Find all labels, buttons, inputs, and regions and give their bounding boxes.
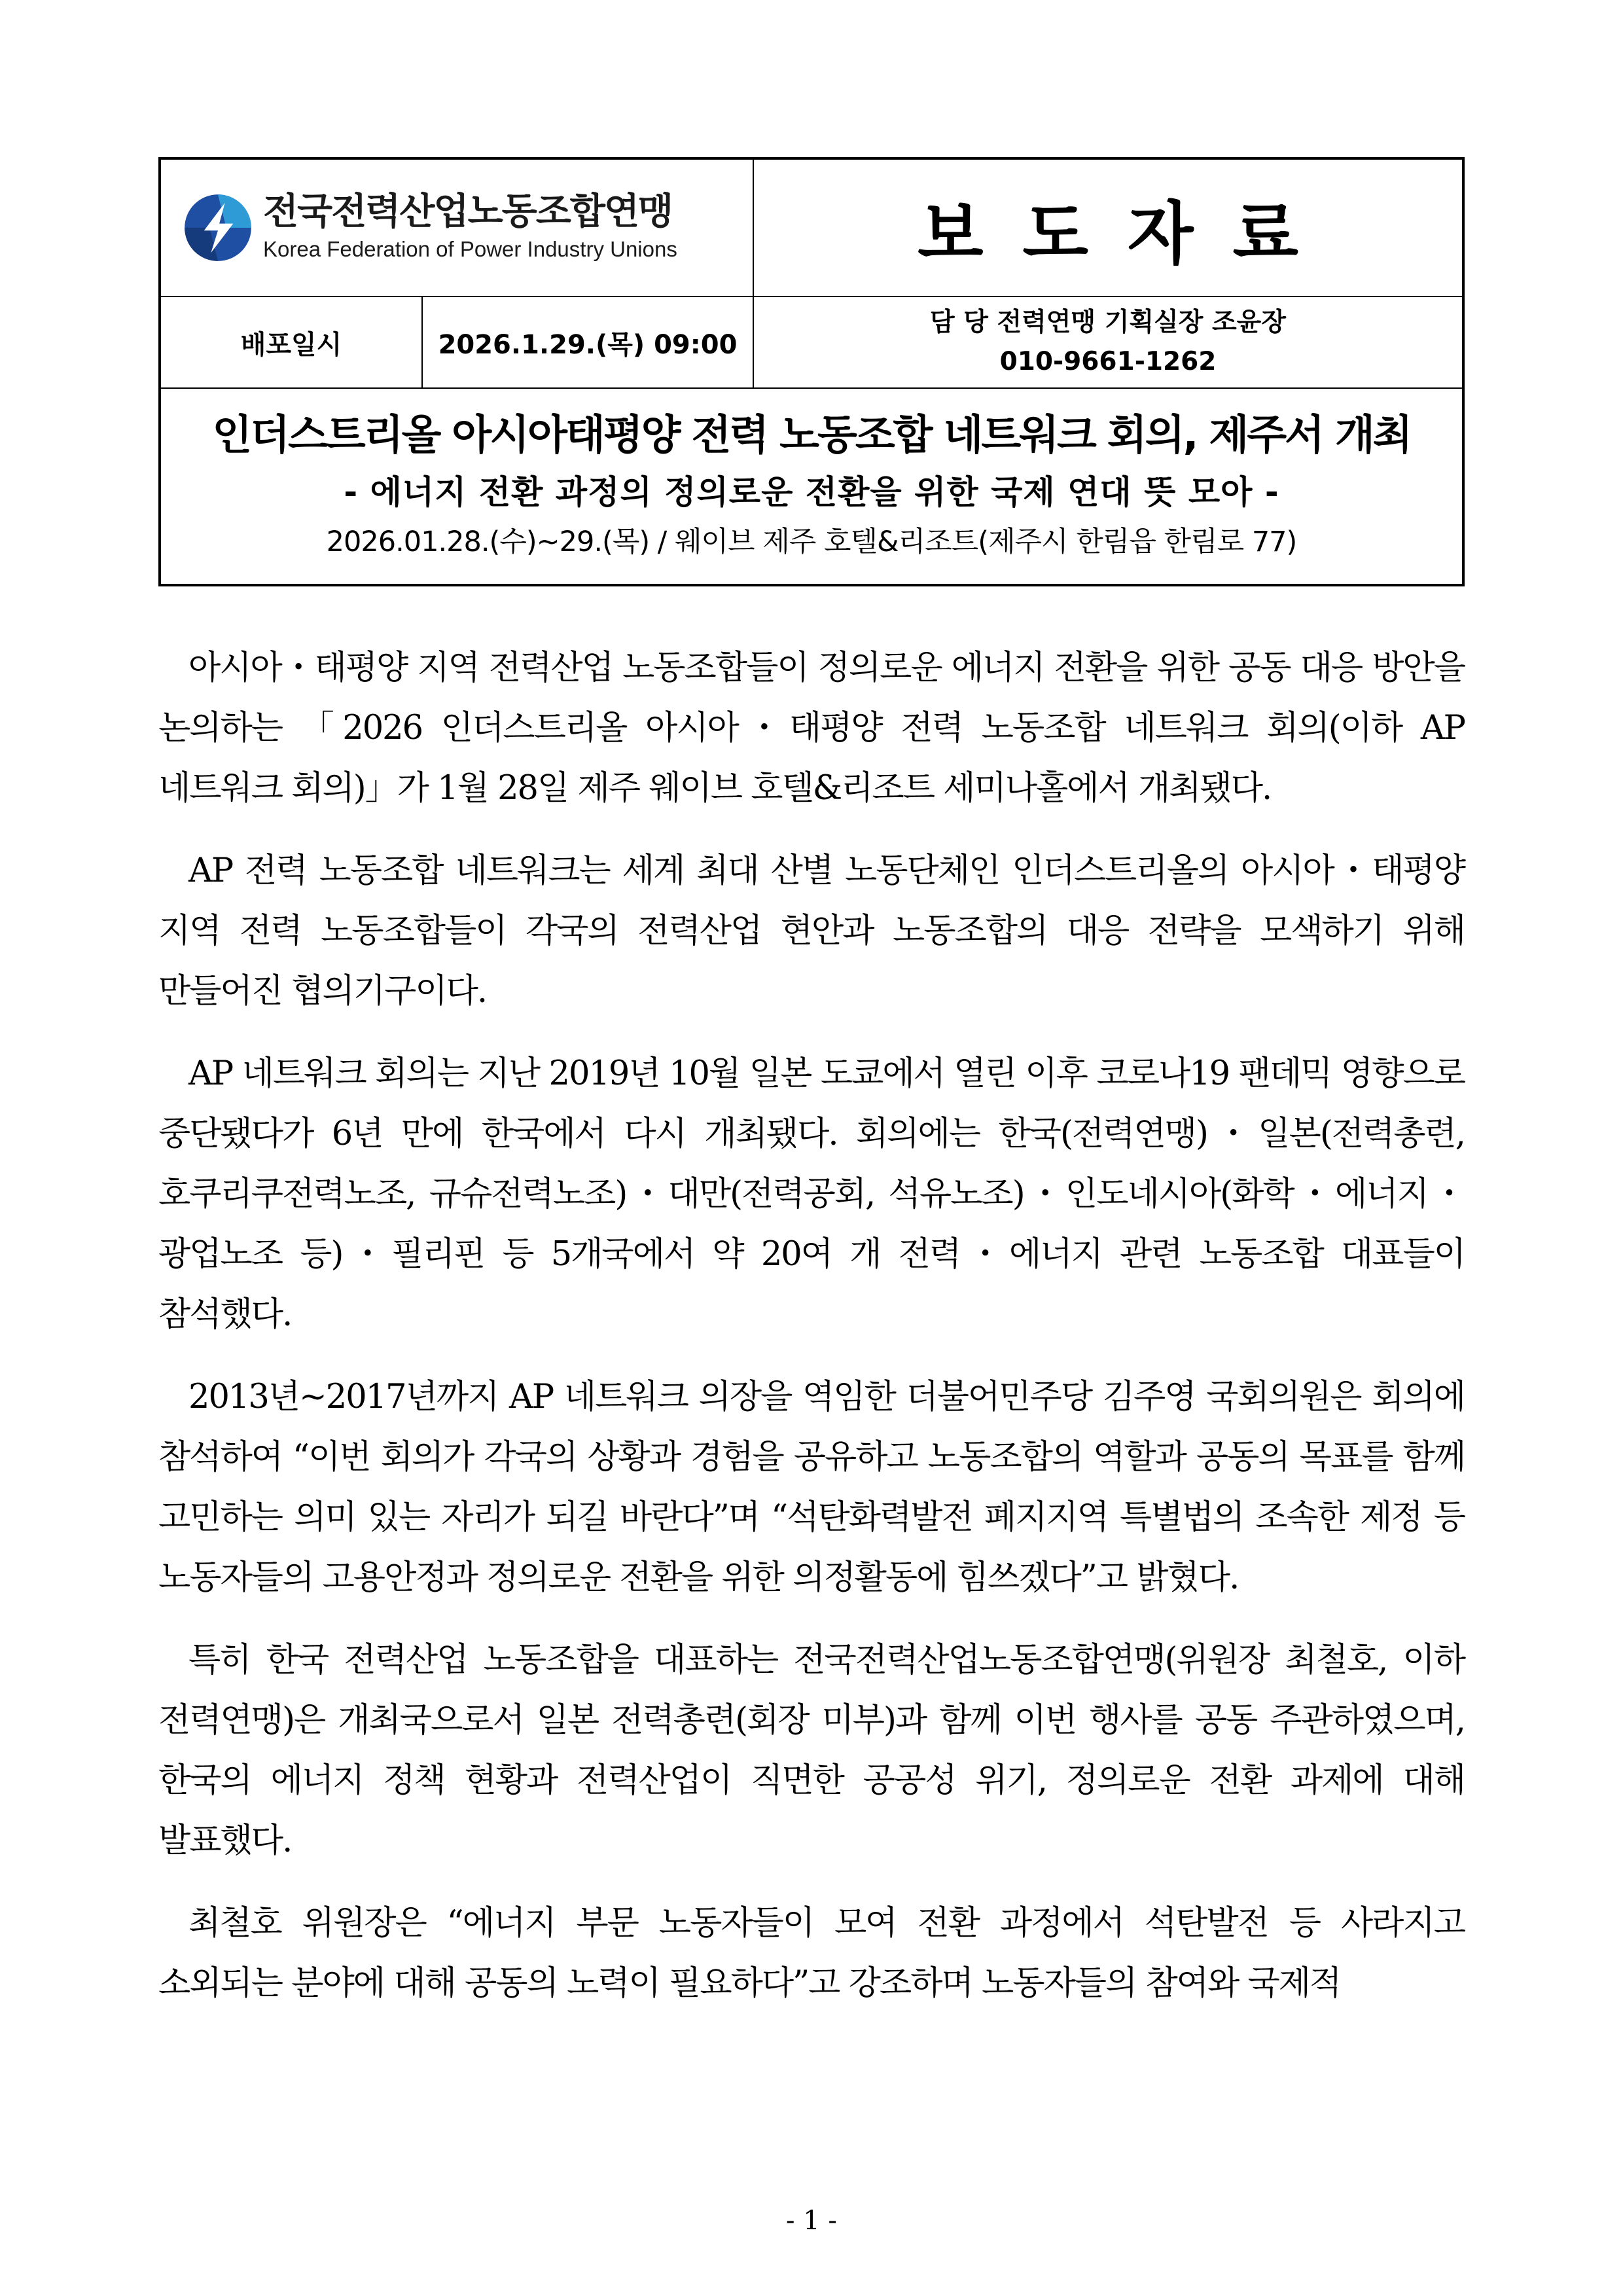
header-top-row bbox=[161, 160, 1462, 297]
subheadline: - 에너지 전환 과정의 정의로운 전환을 위한 국제 연대 뜻 모아 - bbox=[344, 473, 1279, 511]
organization-logo-block bbox=[161, 160, 754, 296]
organization-name-english: Korea Federation of Power Industry Unions bbox=[263, 237, 677, 262]
press-release-header bbox=[158, 157, 1465, 586]
release-date-label-cell bbox=[161, 297, 423, 387]
body-paragraph: 특히 한국 전력산업 노동조합을 대표하는 전국전력산업노동조합연맹(위원장 최철호, 이하 전력연맹)은 개최국으로서 일본 전력총련(회장 미부)과 함께 이번 행사를 공동 주관하였으며, 한국의 에너지 정책 현황과 전력산업이 직면한 공공성 위기, 정의로운 전환 과제에 대해 발표했다. bbox=[158, 1641, 1465, 1860]
headline-block bbox=[161, 389, 1462, 584]
body-paragraph: AP 전력 노동조합 네트워크는 세계 최대 산별 노동단체인 인더스트리올의 아시아・태평양 지역 전력 노동조합들이 각국의 전력산업 현안과 노동조합의 대응 전략을 모색하기 위해 만들어진 협의기구이다. bbox=[158, 852, 1465, 1011]
release-date-label: 배포일시 bbox=[240, 329, 342, 360]
body-paragraph: 아시아・태평양 지역 전력산업 노동조합들이 정의로운 에너지 전환을 위한 공동 대응 방안을 논의하는 「2026 인더스트리올 아시아・태평양 전력 노동조합 네트워크 회의(이하 AP 네트워크 회의)」가 1월 28일 제주 웨이브 호텔&리조트 세미나홀에서 개최됐다. bbox=[158, 649, 1465, 808]
kfpiu-logo-icon bbox=[183, 193, 253, 262]
press-release-title-cell bbox=[754, 160, 1462, 296]
event-info: 2026.01.28.(수)~29.(목) / 웨이브 제주 호텔&리조트(제주시 한림읍 한림로 77) bbox=[326, 526, 1297, 558]
contact-cell bbox=[754, 297, 1462, 387]
body-paragraph: 최철호 위원장은 “에너지 부문 노동자들이 모여 전환 과정에서 석탄발전 등 사라지고 소외되는 분야에 대해 공동의 노력이 필요하다”고 강조하며 노동자들의 참여와 국제적 bbox=[158, 1904, 1465, 2003]
body-paragraph: AP 네트워크 회의는 지난 2019년 10월 일본 도쿄에서 열린 이후 코로나19 팬데믹 영향으로 중단됐다가 6년 만에 한국에서 다시 개최됐다. 회의에는 한국(전력연맹)・일본(전력총련, 호쿠리쿠전력노조, 규슈전력노조)・대만(전력공회, 석유노조)・인도네시아(화학・에너지・광업노조 등)・필리핀 등 5개국에서 약 20여 개 전력・에너지 관련 노동조합 대표들이 참석했다. bbox=[158, 1054, 1465, 1334]
headline: 인더스트리올 아시아태평양 전력 노동조합 네트워크 회의, 제주서 개최 bbox=[212, 411, 1411, 459]
page-number: - 1 - bbox=[786, 2206, 837, 2236]
header-meta-row bbox=[161, 297, 1462, 389]
contact-phone: 010-9661-1262 bbox=[999, 347, 1217, 376]
release-date: 2026.1.29.(목) 09:00 bbox=[438, 329, 738, 360]
contact-person: 담 당 전력연맹 기획실장 조윤장 bbox=[929, 307, 1287, 337]
body-paragraph: 2013년~2017년까지 AP 네트워크 의장을 역임한 더불어민주당 김주영 국회의원은 회의에 참석하여 “이번 회의가 각국의 상황과 경험을 공유하고 노동조합의 역할과 공동의 목표를 함께 고민하는 의미 있는 자리가 되길 바란다”며 “석탄화력발전 폐지지역 특별법의 조속한 제정 등 노동자들의 고용안정과 정의로운 전환을 위한 의정활동에 힘쓰겠다”고 밝혔다. bbox=[158, 1378, 1465, 1597]
press-release-title: 보도자료 bbox=[918, 194, 1338, 274]
organization-name-korean: 전국전력산업노동조합연맹 bbox=[263, 190, 673, 233]
article-body bbox=[158, 638, 1465, 2036]
release-date-cell bbox=[423, 297, 754, 387]
organization-name bbox=[263, 192, 677, 264]
